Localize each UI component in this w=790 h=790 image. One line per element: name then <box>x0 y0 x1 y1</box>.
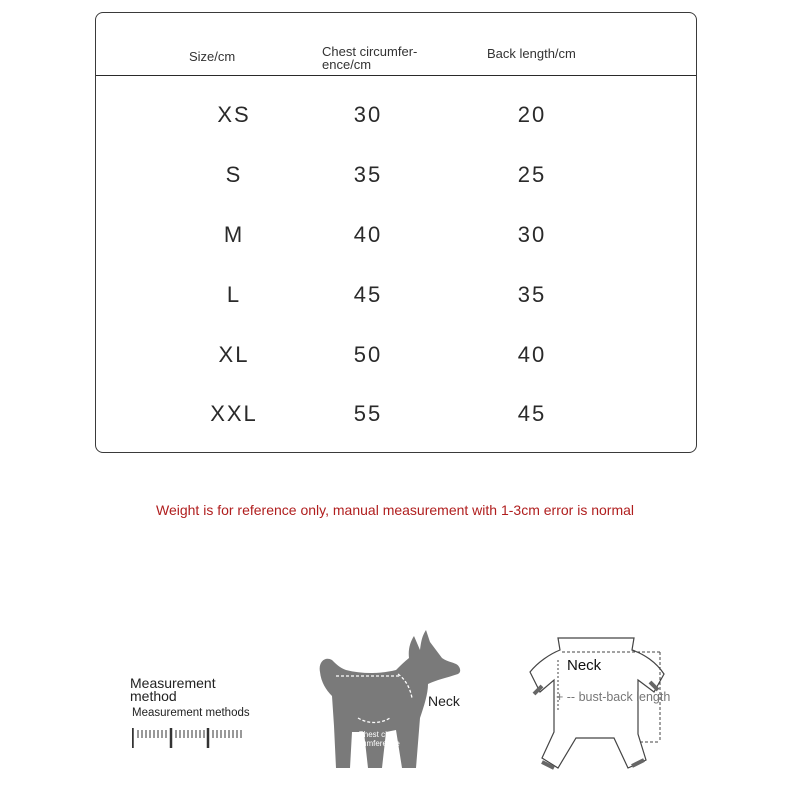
shirt-diagram <box>520 630 680 775</box>
measurement-title-line2: method <box>130 688 177 704</box>
header-size: Size/cm <box>189 49 236 64</box>
table-row <box>96 155 696 195</box>
dog-back-label-line2: length <box>358 663 383 673</box>
cell-size: XL <box>218 342 250 367</box>
cell-size: XS <box>217 102 251 127</box>
cell-size: L <box>226 282 242 307</box>
cell-chest: 35 <box>353 162 383 187</box>
table-row <box>96 95 696 135</box>
measurement-method-title <box>130 677 216 703</box>
shirt-bust-back-label: + -- bust-back length <box>556 690 671 704</box>
cell-back: 45 <box>517 401 547 426</box>
measurement-title-line1: Measurement <box>130 675 216 691</box>
header-chest-circumference <box>322 45 432 71</box>
cell-back: 35 <box>517 282 547 307</box>
header-chest-line1: Chest circumfer- <box>322 44 418 59</box>
cell-back: 20 <box>517 102 547 127</box>
cell-chest: 55 <box>353 401 383 426</box>
ruler-icon <box>132 726 247 750</box>
dog-chest-label-line1: Chest cir- <box>358 730 393 739</box>
cell-chest: 45 <box>353 282 383 307</box>
table-row <box>96 275 696 315</box>
table-row <box>96 335 696 375</box>
cell-back: 40 <box>517 342 547 367</box>
reference-note: Weight is for reference only, manual measurement with 1-3cm error is normal <box>156 502 634 518</box>
cell-size: XXL <box>210 401 258 426</box>
cell-chest: 40 <box>353 222 383 247</box>
shirt-neck-label: Neck <box>567 657 602 674</box>
cell-size: S <box>225 162 243 187</box>
cell-back: 30 <box>517 222 547 247</box>
measurement-methods-subtitle: Measurement methods <box>132 707 250 719</box>
cell-chest: 50 <box>353 342 383 367</box>
table-row <box>96 394 696 434</box>
cell-back: 25 <box>517 162 547 187</box>
cell-size: M <box>223 222 245 247</box>
header-chest-line2: ence/cm <box>322 57 372 72</box>
size-chart-table <box>95 12 697 453</box>
dog-diagram <box>310 628 480 773</box>
header-back-length: Back length/cm <box>487 46 576 61</box>
cell-chest: 30 <box>353 102 383 127</box>
table-row <box>96 215 696 255</box>
table-header-row <box>96 13 696 76</box>
dog-chest-label-line2: cumference <box>358 739 400 748</box>
dog-back-label-line1: Back <box>358 653 379 663</box>
dog-neck-label: Neck <box>428 693 460 709</box>
